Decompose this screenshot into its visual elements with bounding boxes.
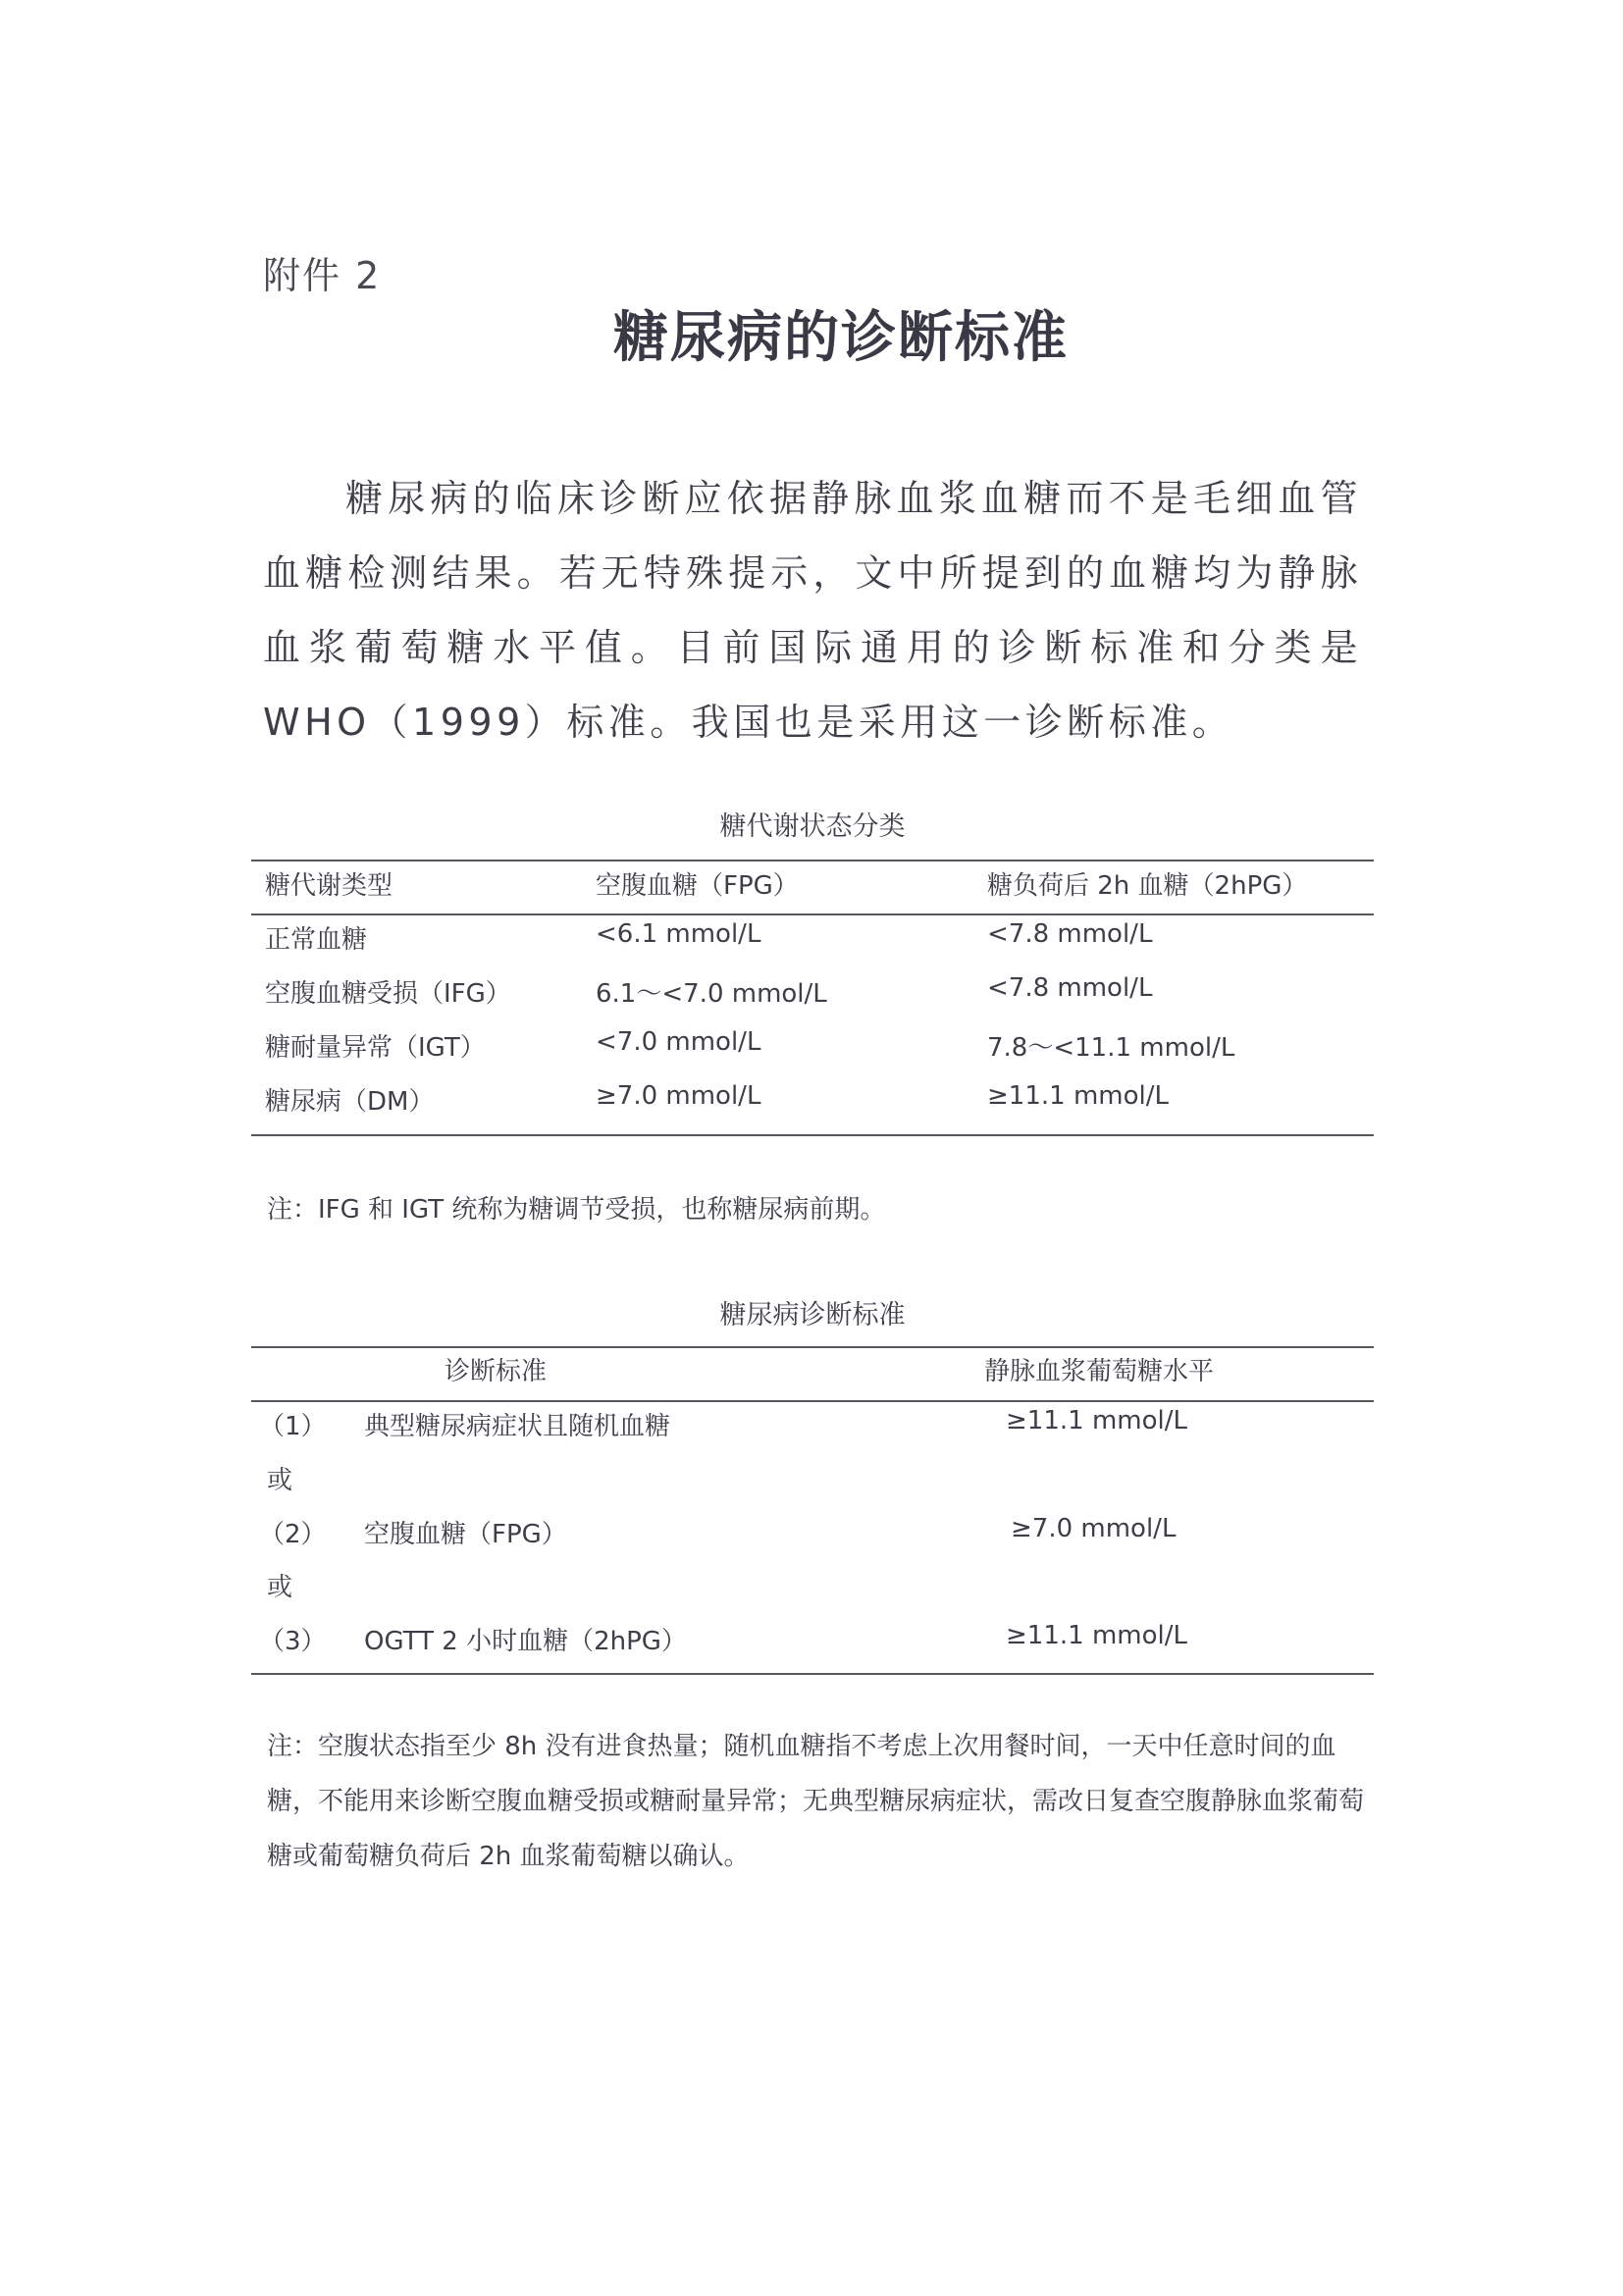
table1-top-rule <box>251 860 1374 861</box>
table2-row-value: ≥11.1 mmol/L <box>1006 1406 1187 1435</box>
attachment-label: 附件 2 <box>263 254 382 297</box>
table2-row-number: （3） <box>259 1627 327 1656</box>
table2-bottom-rule <box>251 1673 1374 1675</box>
table1-row-fpg: 6.1～<7.0 mmol/L <box>596 979 827 1009</box>
table1-row-type: 糖尿病（DM） <box>265 1087 435 1117</box>
table2-row-number: （2） <box>259 1520 327 1549</box>
table1-row-type: 空腹血糖受损（IFG） <box>265 979 511 1009</box>
table2-header-criterion: 诊断标准 <box>444 1357 547 1386</box>
table1-row-2hpg: 7.8～<11.1 mmol/L <box>987 1033 1235 1063</box>
table1-header-fpg: 空腹血糖（FPG） <box>596 871 799 901</box>
table2-row-value: ≥11.1 mmol/L <box>1006 1621 1187 1650</box>
table1-row-fpg: <6.1 mmol/L <box>596 919 761 949</box>
table2-header-value: 静脉血浆葡萄糖水平 <box>983 1357 1214 1386</box>
table1-bottom-rule <box>251 1134 1374 1136</box>
table2-row-criterion: OGTT 2 小时血糖（2hPG） <box>364 1627 687 1656</box>
table2-top-rule <box>251 1346 1374 1348</box>
table1-row-2hpg: <7.8 mmol/L <box>987 919 1153 949</box>
table2-caption: 糖尿病诊断标准 <box>719 1300 906 1331</box>
table1-row-2hpg: <7.8 mmol/L <box>987 973 1153 1003</box>
table2-row-criterion: 典型糖尿病症状且随机血糖 <box>364 1412 671 1441</box>
table1-caption: 糖代谢状态分类 <box>719 811 906 842</box>
page-title: 糖尿病的诊断标准 <box>613 305 1069 370</box>
table1-row-2hpg: ≥11.1 mmol/L <box>987 1081 1169 1111</box>
table1-header-rule <box>251 913 1374 915</box>
table1-row-fpg: ≥7.0 mmol/L <box>596 1081 761 1111</box>
or-label: 或 <box>267 1573 293 1602</box>
or-label: 或 <box>267 1466 293 1495</box>
table2-row-value: ≥7.0 mmol/L <box>1011 1514 1177 1543</box>
table1-row-type: 正常血糖 <box>265 925 368 955</box>
table1-header-2hpg: 糖负荷后 2h 血糖（2hPG） <box>987 871 1308 901</box>
table2-row-number: （1） <box>259 1412 327 1441</box>
table1-row-fpg: <7.0 mmol/L <box>596 1027 761 1057</box>
table1-header-type: 糖代谢类型 <box>265 871 393 901</box>
intro-paragraph: 糖尿病的临床诊断应依据静脉血浆血糖而不是毛细血管血糖检测结果。若无特殊提示，文中所提到的血糖均为静脉血浆葡萄糖水平值。目前国际通用的诊断标准和分类是 WHO（1999）标准。我国也是采用这一诊断标准。 <box>263 477 1362 744</box>
table2-header-rule <box>251 1400 1374 1402</box>
table1-note: 注：IFG 和 IGT 统称为糖调节受损，也称糖尿病前期。 <box>267 1195 886 1225</box>
table2-row-criterion: 空腹血糖（FPG） <box>364 1520 567 1549</box>
table1-row-type: 糖耐量异常（IGT） <box>265 1033 486 1063</box>
table2-note: 注：空腹状态指至少 8h 没有进食热量；随机血糖指不考虑上次用餐时间，一天中任意时间的血糖，不能用来诊断空腹血糖受损或糖耐量异常；无典型糖尿病症状，需改日复查空腹静脉血浆葡萄糖或葡萄糖负荷后 2h 血浆葡萄糖以确认。 <box>267 1732 1365 1871</box>
